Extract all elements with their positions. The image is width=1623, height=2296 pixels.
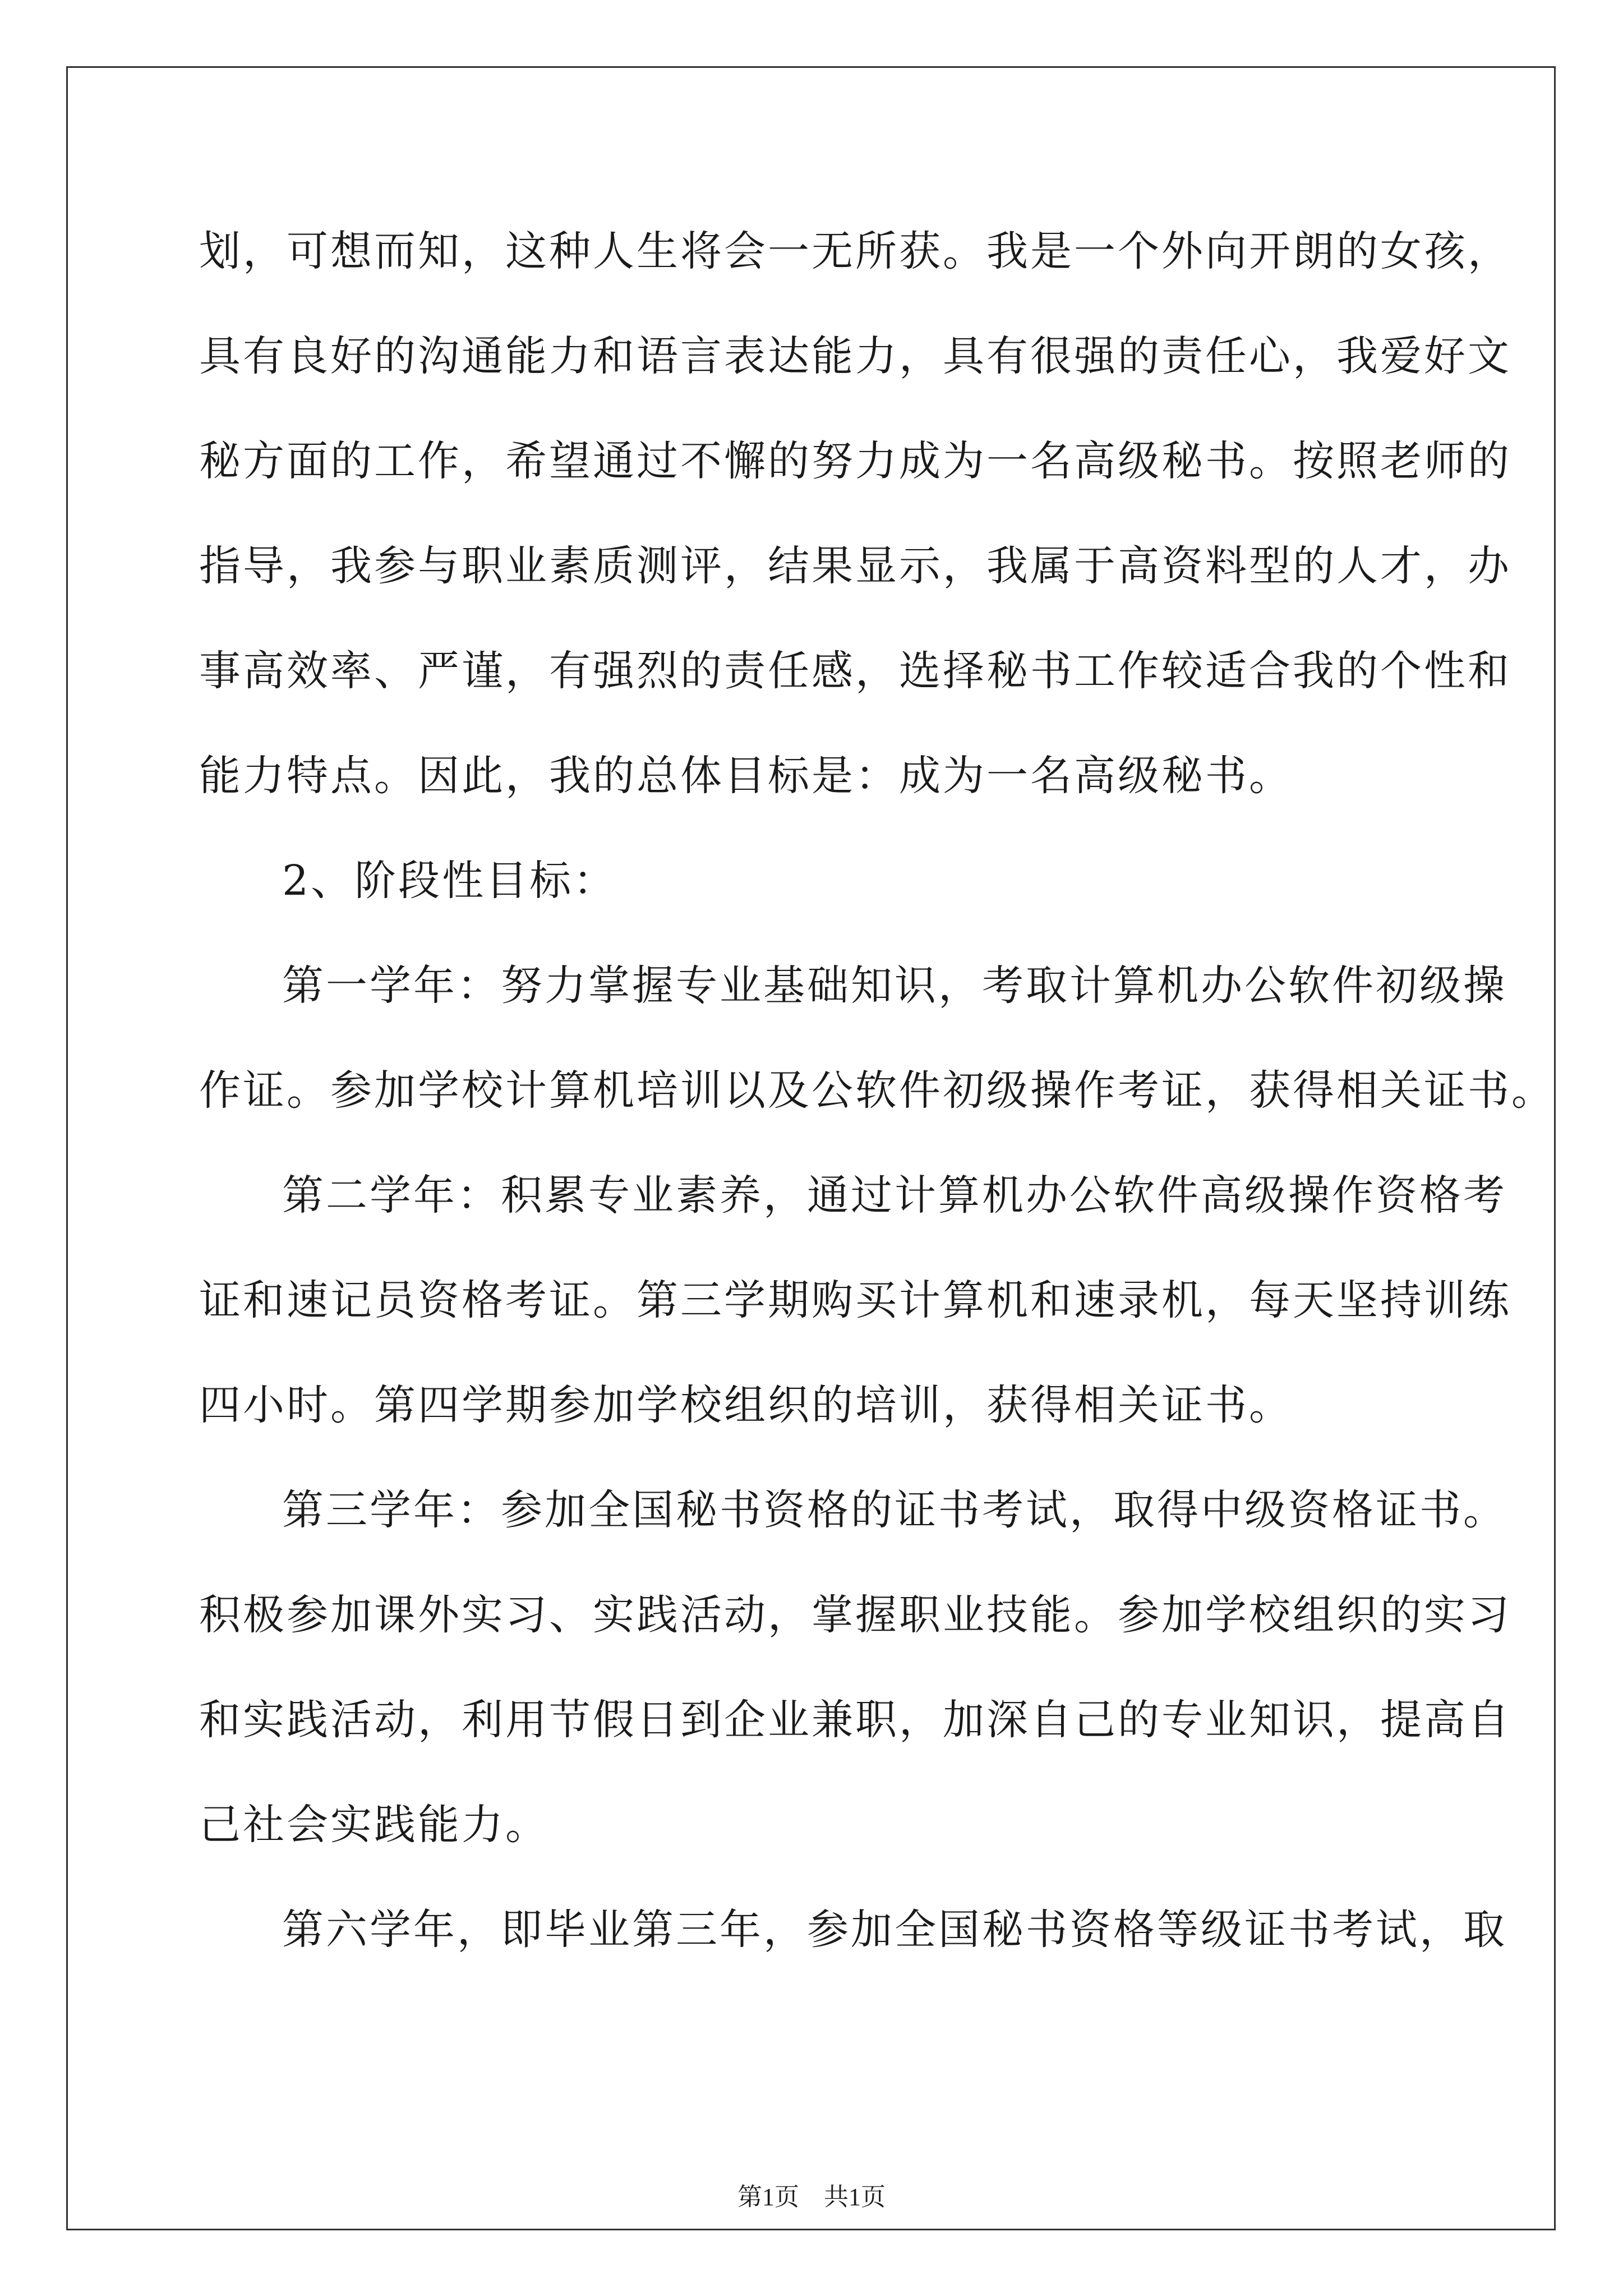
text-line: 划，可想而知，这种人生将会一无所获。我是一个外向开朗的女孩， (199, 227, 1511, 275)
text-line: 己社会实践能力。 (199, 1801, 549, 1849)
text-line: 能力特点。因此，我的总体目标是：成为一名高级秘书。 (199, 752, 1293, 800)
text-line: 事高效率、严谨，有强烈的责任感，选择秘书工作较适合我的个性和 (199, 647, 1511, 695)
text-line: 作证。参加学校计算机培训以及公软件初级操作考证，获得相关证书。 (199, 1066, 1555, 1115)
text-line: 第三学年：参加全国秘书资格的证书考试，取得中级资格证书。 (282, 1486, 1507, 1534)
text-line: 第六学年，即毕业第三年，参加全国秘书资格等级证书考试，取 (282, 1906, 1507, 1954)
text-line: 证和速记员资格考证。第三学期购买计算机和速录机，每天坚持训练 (199, 1276, 1511, 1324)
text-line: 四小时。第四学期参加学校组织的培训，获得相关证书。 (199, 1381, 1293, 1429)
section-heading: 2、阶段性目标： (282, 857, 617, 905)
text-line: 积极参加课外实习、实践活动，掌握职业技能。参加学校组织的实习 (199, 1591, 1511, 1639)
text-line: 具有良好的沟通能力和语言表达能力，具有很强的责任心，我爱好文 (199, 332, 1511, 380)
text-line: 第一学年：努力掌握专业基础知识，考取计算机办公软件初级操 (282, 961, 1507, 1010)
text-line: 秘方面的工作，希望通过不懈的努力成为一名高级秘书。按照老师的 (199, 437, 1511, 485)
text-line: 指导，我参与职业素质测评，结果显示，我属于高资料型的人才，办 (199, 542, 1511, 590)
page-footer: 第1页 共1页 (737, 2183, 886, 2211)
document-body (199, 199, 1555, 1982)
text-line: 和实践活动，利用节假日到企业兼职，加深自己的专业知识，提高自 (199, 1696, 1511, 1744)
text-line: 第二学年：积累专业素养，通过计算机办公软件高级操作资格考 (282, 1171, 1507, 1220)
